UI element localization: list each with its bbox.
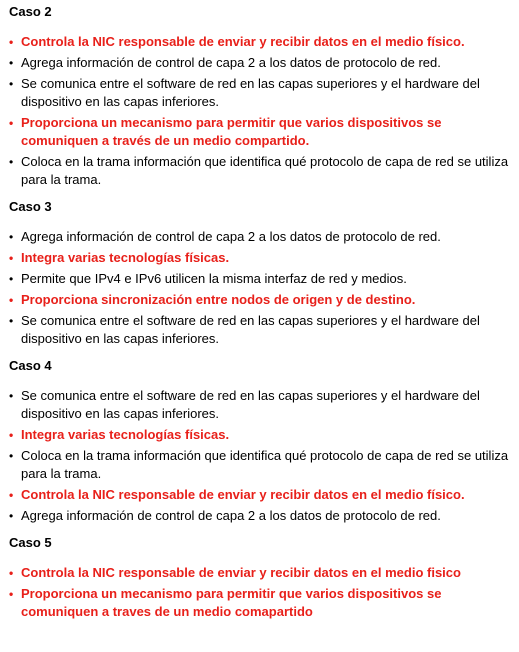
list-item-text: Agrega información de control de capa 2 a los datos de protocolo de red. (21, 508, 441, 523)
bullet-icon: • (9, 77, 14, 91)
list-item-text: Controla la NIC responsable de enviar y recibir datos en el medio fisico (21, 565, 461, 580)
bullet-icon: • (9, 230, 14, 244)
bullet-icon: • (9, 509, 14, 523)
case-heading: Caso 3 (9, 199, 52, 214)
list-item (9, 114, 511, 150)
list-item-text: Proporciona un mecanismo para permitir que varios dispositivos se comuniquen a través de un medio compartido. (21, 115, 442, 148)
bullet-icon: • (9, 35, 14, 49)
list-item-text: Permite que IPv4 e IPv6 utilicen la misma interfaz de red y medios. (21, 271, 407, 286)
bullet-icon: • (9, 293, 14, 307)
list-item (9, 75, 511, 111)
case-heading: Caso 4 (9, 358, 52, 373)
case-5-block (9, 535, 519, 621)
list-item (9, 564, 511, 582)
list-item-text: Integra varias tecnologías físicas. (21, 250, 230, 265)
list-item-text: Coloca en la trama información que identifica qué protocolo de capa de red se utiliza para la trama. (21, 448, 509, 481)
bullet-icon: • (9, 488, 14, 502)
bullet-icon: • (9, 116, 14, 130)
list-item (9, 312, 511, 348)
list-item (9, 54, 511, 72)
case-3-block (9, 199, 519, 348)
list-item (9, 585, 511, 621)
list-item (9, 33, 511, 51)
bullet-icon: • (9, 155, 14, 169)
list-item-text: Agrega información de control de capa 2 a los datos de protocolo de red. (21, 55, 441, 70)
list-item (9, 387, 511, 423)
list-item (9, 486, 511, 504)
case-4-block (9, 358, 519, 525)
bullet-icon: • (9, 428, 14, 442)
list-item-text: Proporciona sincronización entre nodos de origen y de destino. (21, 292, 416, 307)
list-item-text: Se comunica entre el software de red en las capas superiores y el hardware del dispositivo en las capas inferiores. (21, 388, 480, 421)
bullet-icon: • (9, 251, 14, 265)
list-item-text: Coloca en la trama información que identifica qué protocolo de capa de red se utiliza para la trama. (21, 154, 509, 187)
case-heading: Caso 2 (9, 4, 52, 19)
bullet-icon: • (9, 314, 14, 328)
list-item (9, 507, 511, 525)
list-item (9, 153, 511, 189)
list-item (9, 447, 511, 483)
list-item-text: Agrega información de control de capa 2 a los datos de protocolo de red. (21, 229, 441, 244)
list-item-text: Proporciona un mecanismo para permitir que varios dispositivos se comuniquen a traves de un medio comapartido (21, 586, 442, 619)
list-item (9, 228, 511, 246)
list-item (9, 249, 511, 267)
case-3-list (9, 228, 519, 348)
case-heading: Caso 5 (9, 535, 52, 550)
bullet-icon: • (9, 449, 14, 463)
list-item (9, 291, 511, 309)
bullet-icon: • (9, 272, 14, 286)
bullet-icon: • (9, 389, 14, 403)
case-5-list (9, 564, 519, 621)
case-2-list (9, 33, 519, 189)
list-item-text: Controla la NIC responsable de enviar y recibir datos en el medio físico. (21, 487, 465, 502)
list-item (9, 270, 511, 288)
bullet-icon: • (9, 587, 14, 601)
list-item-text: Integra varias tecnologías físicas. (21, 427, 230, 442)
case-4-list (9, 387, 519, 525)
bullet-icon: • (9, 56, 14, 70)
bullet-icon: • (9, 566, 14, 580)
list-item-text: Controla la NIC responsable de enviar y recibir datos en el medio físico. (21, 34, 465, 49)
list-item-text: Se comunica entre el software de red en las capas superiores y el hardware del dispositivo en las capas inferiores. (21, 76, 480, 109)
list-item-text: Se comunica entre el software de red en las capas superiores y el hardware del dispositivo en las capas inferiores. (21, 313, 480, 346)
list-item (9, 426, 511, 444)
case-2-block (9, 4, 519, 189)
